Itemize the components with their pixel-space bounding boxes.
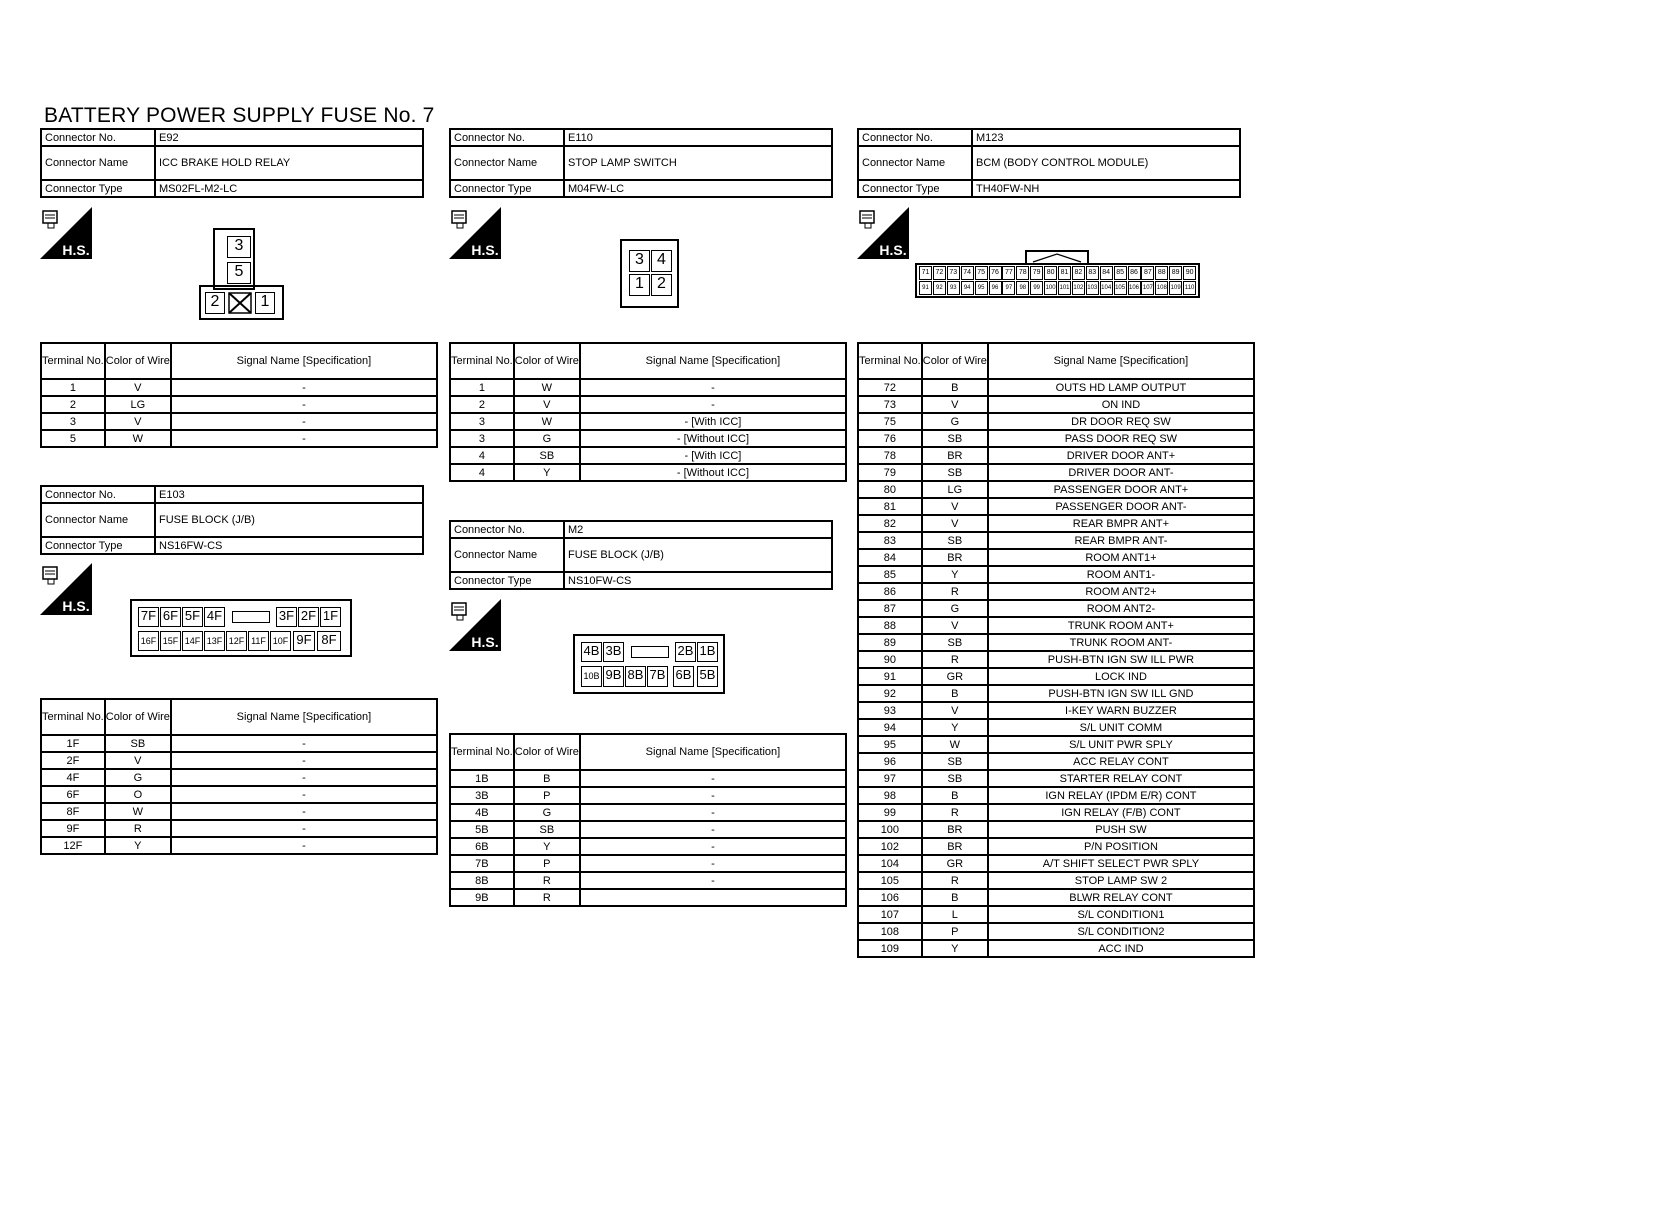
pin: 85 [1114, 266, 1127, 280]
hs-label: H.S. [471, 242, 499, 258]
pin: 101 [1058, 281, 1071, 295]
lock-tab [232, 611, 270, 623]
pin: 16F [138, 631, 159, 651]
connector-type: MS02FL-M2-LC [155, 180, 423, 197]
table-row: 90 R PUSH-BTN IGN SW ILL PWR [858, 651, 1254, 668]
pin-4: 4 [651, 250, 672, 272]
pin: 79 [1030, 266, 1043, 280]
pin: 88 [1155, 266, 1168, 280]
label-connector-name: Connector Name [858, 146, 972, 180]
label-connector-no: Connector No. [858, 129, 972, 146]
pin: 6F [160, 607, 181, 627]
pin: 2F [298, 607, 319, 627]
pin: 11F [248, 631, 269, 651]
pin-3: 3 [227, 236, 251, 258]
pin: 72 [933, 266, 946, 280]
pin: 94 [961, 281, 974, 295]
label-connector-name: Connector Name [41, 146, 155, 180]
pin: 7B [647, 666, 668, 687]
table-row: 5 W - [41, 430, 437, 447]
pin-2: 2 [651, 274, 672, 296]
pin: 5B [697, 666, 718, 687]
pin: 73 [947, 266, 960, 280]
pin-3: 3 [629, 250, 650, 272]
table-row: 6B Y - [450, 838, 846, 855]
pin: 13F [204, 631, 225, 651]
connector-name: FUSE BLOCK (J/B) [564, 538, 832, 572]
terminal-table-e92 [40, 342, 438, 448]
table-row: 5B SB - [450, 821, 846, 838]
pin: 3F [276, 607, 297, 627]
pin: 9B [603, 666, 624, 687]
pin: 78 [1016, 266, 1029, 280]
header-signal-name: Signal Name [Specification] [171, 343, 437, 379]
pin: 5F [182, 607, 203, 627]
connector-info-e92 [40, 128, 424, 198]
hs-label: H.S. [62, 242, 90, 258]
pin: 4B [581, 642, 602, 662]
table-row: 109 Y ACC IND [858, 940, 1254, 957]
table-row: 9B R [450, 889, 846, 906]
pin-1: 1 [255, 292, 275, 314]
label-connector-no: Connector No. [41, 129, 155, 146]
pin: 84 [1100, 266, 1113, 280]
pin: 97 [1002, 281, 1015, 295]
label-connector-type: Connector Type [41, 180, 155, 197]
harness-side-icon [40, 207, 92, 259]
header-color-of-wire: Color of Wire [514, 734, 580, 770]
connector-type: NS16FW-CS [155, 537, 423, 554]
pin: 109 [1169, 281, 1182, 295]
table-row: 75 G DR DOOR REQ SW [858, 413, 1254, 430]
connector-face-e103 [130, 599, 352, 657]
pin-5: 5 [227, 262, 251, 284]
pin: 71 [919, 266, 932, 280]
connector-face-e92 [199, 228, 284, 320]
pin: 103 [1086, 281, 1099, 295]
terminal-table-e103 [40, 698, 438, 855]
pin: 104 [1100, 281, 1113, 295]
header-signal-name: Signal Name [Specification] [171, 699, 437, 735]
connector-name: FUSE BLOCK (J/B) [155, 503, 423, 537]
table-row: 100 BR PUSH SW [858, 821, 1254, 838]
header-signal-name: Signal Name [Specification] [988, 343, 1254, 379]
header-color-of-wire: Color of Wire [514, 343, 580, 379]
table-row: 4B G - [450, 804, 846, 821]
pin: 107 [1141, 281, 1154, 295]
connector-face-m2 [573, 634, 725, 694]
header-terminal-no: Terminal No. [41, 343, 105, 379]
pin: 10F [270, 631, 291, 651]
harness-side-icon [857, 207, 909, 259]
connector-type: NS10FW-CS [564, 572, 832, 589]
pin: 75 [975, 266, 988, 280]
pin-1: 1 [629, 274, 650, 296]
table-row: 94 Y S/L UNIT COMM [858, 719, 1254, 736]
header-signal-name: Signal Name [Specification] [580, 343, 846, 379]
table-row: 83 SB REAR BMPR ANT- [858, 532, 1254, 549]
pin: 7F [138, 607, 159, 627]
pin: 8B [625, 666, 646, 687]
table-row: 95 W S/L UNIT PWR SPLY [858, 736, 1254, 753]
pin: 14F [182, 631, 203, 651]
pin: 81 [1058, 266, 1071, 280]
label-connector-type: Connector Type [450, 180, 564, 197]
table-row: 81 V PASSENGER DOOR ANT- [858, 498, 1254, 515]
table-row: 105 R STOP LAMP SW 2 [858, 872, 1254, 889]
pin: 76 [989, 266, 1002, 280]
connector-info-e103 [40, 485, 424, 555]
label-connector-name: Connector Name [450, 538, 564, 572]
connector-no: M123 [972, 129, 1240, 146]
pin: 110 [1183, 281, 1196, 295]
table-row: 104 GR A/T SHIFT SELECT PWR SPLY [858, 855, 1254, 872]
table-row: 82 V REAR BMPR ANT+ [858, 515, 1254, 532]
pin: 82 [1072, 266, 1085, 280]
pin: 2B [675, 642, 696, 662]
pin: 86 [1128, 266, 1141, 280]
table-row: 93 V I-KEY WARN BUZZER [858, 702, 1254, 719]
table-row: 3 V - [41, 413, 437, 430]
table-row: 97 SB STARTER RELAY CONT [858, 770, 1254, 787]
pin: 9F [293, 631, 315, 651]
pin-2: 2 [205, 292, 225, 314]
connector-no: E110 [564, 129, 832, 146]
table-row: 73 V ON IND [858, 396, 1254, 413]
label-connector-no: Connector No. [450, 521, 564, 538]
table-row: 72 B OUTS HD LAMP OUTPUT [858, 379, 1254, 396]
pin: 80 [1044, 266, 1057, 280]
table-row: 88 V TRUNK ROOM ANT+ [858, 617, 1254, 634]
pin: 98 [1016, 281, 1029, 295]
table-row: 108 P S/L CONDITION2 [858, 923, 1254, 940]
pin: 105 [1114, 281, 1127, 295]
table-row: 2 LG - [41, 396, 437, 413]
table-row: 106 B BLWR RELAY CONT [858, 889, 1254, 906]
label-connector-no: Connector No. [41, 486, 155, 503]
table-row: 7B P - [450, 855, 846, 872]
pin: 1F [320, 607, 341, 627]
pin: 89 [1169, 266, 1182, 280]
table-row: 3 G - [Without ICC] [450, 430, 846, 447]
table-row: 99 R IGN RELAY (F/B) CONT [858, 804, 1254, 821]
table-row: 3 W - [With ICC] [450, 413, 846, 430]
pin: 91 [919, 281, 932, 295]
table-row: 1F SB - [41, 735, 437, 752]
label-connector-name: Connector Name [450, 146, 564, 180]
connector-no: M2 [564, 521, 832, 538]
table-row: 92 B PUSH-BTN IGN SW ILL GND [858, 685, 1254, 702]
pin: 93 [947, 281, 960, 295]
table-row: 2 V - [450, 396, 846, 413]
table-row: 76 SB PASS DOOR REQ SW [858, 430, 1254, 447]
table-row: 85 Y ROOM ANT1- [858, 566, 1254, 583]
hs-label: H.S. [471, 634, 499, 650]
pin: 92 [933, 281, 946, 295]
pin: 102 [1072, 281, 1085, 295]
table-row: 107 L S/L CONDITION1 [858, 906, 1254, 923]
pin: 6B [673, 666, 694, 687]
page-title: BATTERY POWER SUPPLY FUSE No. 7 [44, 104, 435, 127]
table-row: 8B R - [450, 872, 846, 889]
hs-label: H.S. [879, 242, 907, 258]
connector-name: ICC BRAKE HOLD RELAY [155, 146, 423, 180]
table-row: 98 B IGN RELAY (IPDM E/R) CONT [858, 787, 1254, 804]
table-row: 89 SB TRUNK ROOM ANT- [858, 634, 1254, 651]
terminal-table-m123 [857, 342, 1255, 958]
terminal-table-e110 [449, 342, 847, 482]
label-connector-type: Connector Type [450, 572, 564, 589]
pin: 96 [989, 281, 1002, 295]
pin: 4F [204, 607, 225, 627]
label-connector-no: Connector No. [450, 129, 564, 146]
table-row: 4 SB - [With ICC] [450, 447, 846, 464]
connector-face-e110 [620, 239, 679, 308]
pin: 1B [697, 642, 718, 662]
connector-no: E103 [155, 486, 423, 503]
connector-face-m123 [915, 250, 1200, 298]
harness-side-icon [40, 563, 92, 615]
header-color-of-wire: Color of Wire [105, 343, 171, 379]
table-row: 4 Y - [Without ICC] [450, 464, 846, 481]
pin: 74 [961, 266, 974, 280]
label-connector-name: Connector Name [41, 503, 155, 537]
table-row: 3B P - [450, 787, 846, 804]
lock-tab [631, 646, 669, 658]
label-connector-type: Connector Type [858, 180, 972, 197]
pin: 15F [160, 631, 181, 651]
table-row: 9F R - [41, 820, 437, 837]
table-row: 1 W - [450, 379, 846, 396]
connector-info-m123 [857, 128, 1241, 198]
empty-cavity-icon [228, 292, 252, 314]
harness-side-icon [449, 599, 501, 651]
terminal-table-m2 [449, 733, 847, 907]
connector-name: STOP LAMP SWITCH [564, 146, 832, 180]
table-row: 86 R ROOM ANT2+ [858, 583, 1254, 600]
table-row: 80 LG PASSENGER DOOR ANT+ [858, 481, 1254, 498]
pin: 99 [1030, 281, 1043, 295]
table-row: 79 SB DRIVER DOOR ANT- [858, 464, 1254, 481]
table-row: 96 SB ACC RELAY CONT [858, 753, 1254, 770]
table-row: 1B B - [450, 770, 846, 787]
pin: 95 [975, 281, 988, 295]
table-row: 84 BR ROOM ANT1+ [858, 549, 1254, 566]
pin: 10B [581, 666, 602, 687]
table-row: 4F G - [41, 769, 437, 786]
pin: 100 [1044, 281, 1057, 295]
table-row: 8F W - [41, 803, 437, 820]
header-color-of-wire: Color of Wire [105, 699, 171, 735]
harness-side-icon [449, 207, 501, 259]
pin: 108 [1155, 281, 1168, 295]
pin: 83 [1086, 266, 1099, 280]
connector-info-e110 [449, 128, 833, 198]
hs-label: H.S. [62, 598, 90, 614]
header-terminal-no: Terminal No. [41, 699, 105, 735]
pin: 12F [226, 631, 247, 651]
pin: 77 [1002, 266, 1015, 280]
table-row: 1 V - [41, 379, 437, 396]
header-signal-name: Signal Name [Specification] [580, 734, 846, 770]
table-row: 91 GR LOCK IND [858, 668, 1254, 685]
header-terminal-no: Terminal No. [450, 343, 514, 379]
connector-type: M04FW-LC [564, 180, 832, 197]
connector-info-m2 [449, 520, 833, 590]
header-terminal-no: Terminal No. [858, 343, 922, 379]
pin: 106 [1128, 281, 1141, 295]
label-connector-type: Connector Type [41, 537, 155, 554]
pin: 3B [603, 642, 624, 662]
connector-type: TH40FW-NH [972, 180, 1240, 197]
table-row: 12F Y - [41, 837, 437, 854]
table-row: 87 G ROOM ANT2- [858, 600, 1254, 617]
header-color-of-wire: Color of Wire [922, 343, 988, 379]
table-row: 6F O - [41, 786, 437, 803]
pin: 8F [317, 631, 341, 651]
pin: 90 [1183, 266, 1196, 280]
connector-no: E92 [155, 129, 423, 146]
table-row: 2F V - [41, 752, 437, 769]
table-row: 78 BR DRIVER DOOR ANT+ [858, 447, 1254, 464]
header-terminal-no: Terminal No. [450, 734, 514, 770]
connector-name: BCM (BODY CONTROL MODULE) [972, 146, 1240, 180]
table-row: 102 BR P/N POSITION [858, 838, 1254, 855]
pin: 87 [1141, 266, 1154, 280]
